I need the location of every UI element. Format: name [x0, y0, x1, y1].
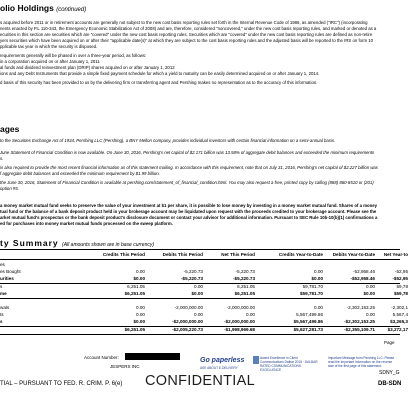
table-cell: 0.00	[246, 312, 255, 317]
table-cell: 0.00	[314, 269, 323, 274]
table-cell: $0.00	[133, 319, 145, 324]
account-number-label: Account Number:	[84, 355, 119, 360]
paragraph-line: requirements generally will be phased in over a three-year period, as follows:	[0, 53, 147, 58]
paragraph-line: d basis of this security has been provided to us by the delivering firm or transferring agent and Pershing makes no representation as to the accuracy of this information.	[0, 80, 318, 85]
table-cell: 0.00	[136, 269, 145, 274]
table-cell: -$1,998,969.68	[224, 327, 255, 332]
message-line: June Statement of Financial Condition is now available. On June 30, 2016, Pershing's net capital of $2.171 billion was 13.58% of aggregate debit balances and exceeded the minimum requirements	[0, 150, 375, 155]
table-cell: 6,251.05	[237, 284, 255, 289]
column-header: Debits Year-to-Date	[332, 252, 375, 257]
table-cell: $0.00	[133, 276, 145, 281]
row-label: wals	[0, 305, 10, 310]
table-cell: 6,251.05	[127, 284, 145, 289]
table-cell: $3,272,17	[387, 327, 408, 332]
table-rule	[0, 259, 400, 260]
summary-title-text: ty Summary	[0, 238, 59, 248]
table-cell: 59,78	[396, 284, 408, 289]
table-cell: -$52,958.46	[350, 276, 375, 281]
table-cell: -$2,302,153.25	[344, 319, 375, 324]
notice-line: arket mutual fund's prospectus or the bank deposit product's disclosure document or contact your advisor for additional information. Pursuant to SEC Rule 10b-10(b)(1) confirmations a	[0, 215, 378, 220]
go-paperless-tagline: ASK ABOUT E-DELIVERY	[200, 366, 238, 370]
row-label: ts	[0, 312, 4, 317]
column-header: Credits This Period	[102, 252, 145, 257]
redacted-account-number	[125, 353, 180, 360]
row-label: s	[0, 284, 3, 289]
notice-line: tual fund or the balance of a bank deposit product held in your brokerage account may be liquidated upon request with the proceeds credited to your brokerage account. Please see the	[0, 209, 377, 214]
table-cell: -2,302,1	[391, 305, 408, 310]
go-paperless-logo: Go paperless	[200, 357, 245, 364]
page-label: Page	[384, 340, 395, 345]
table-cell: 0.00	[366, 284, 375, 289]
table-rule	[0, 298, 400, 299]
section-heading-messages: ages	[0, 124, 20, 134]
table-cell: $0.00	[191, 291, 203, 296]
table-cell: -$5,220.73	[233, 276, 255, 281]
table-cell: $6,251.05	[124, 327, 145, 332]
table-cell: $6,251.05	[124, 291, 145, 296]
table-cell: -2,000,000.00	[174, 305, 203, 310]
table-cell: 0.00	[314, 305, 323, 310]
table-cell: -$2,000,000.00	[224, 319, 255, 324]
table-cell: -$2,000,000.00	[172, 319, 203, 324]
table-cell: 5,567,4	[392, 312, 408, 317]
message-line: f aggregate debit balances and exceeded the minimum requirement by $1.99 billion.	[0, 171, 160, 176]
notice-line: a money market mutual fund seeks to preserve the value of your investment at $1 per share, it is possible to lose money by investing in a money market mutual fund. Shares of a money	[0, 203, 378, 208]
important-message-text: Important Message from Pershing LLC: Please read the Important Information on the reverse side of the first page of this statement.	[328, 356, 395, 368]
table-cell: 0.00	[136, 305, 145, 310]
column-header: Debits This Period	[162, 252, 203, 257]
paragraph-line: s acquired before 2011 or in retirement accounts are generally not subject to the new cost basis reporting rules set forth in the Internal Revenue Code of 1986, as amended ("IRC") (incorporating	[0, 20, 368, 25]
table-cell: -52,958.46	[353, 269, 375, 274]
row-label: urities	[0, 276, 14, 281]
table-cell: -5,220.73	[183, 269, 203, 274]
page-title	[0, 3, 86, 13]
table-cell: -$2,355,109.71	[344, 327, 375, 332]
title-suffix: (continued)	[56, 7, 87, 13]
table-cell: -5,220.73	[235, 269, 255, 274]
message-line: the June 30, 2016, Statement of Financial Condition is available at pershing.com/statement_of_financial_condition.html. You may also request a free, printed copy by calling (888) 860-8510 or (201)	[0, 180, 374, 185]
dalbar-award-text: Award Excellence in Client Communications Dalbar 2015 · DALBAR RATED COMMUNICATIONS EXCELLENCE	[260, 356, 318, 372]
title-text: olio Holdings	[0, 3, 54, 13]
table-cell: 5,567,499.86	[296, 312, 323, 317]
table-cell: -2,302,153.25	[346, 305, 375, 310]
table-cell: $5,627,281.73	[293, 327, 323, 332]
table-cell: -$52,95	[392, 276, 408, 281]
table-cell: 0.00	[366, 312, 375, 317]
paragraph-line: in a corporation acquired on or after January 1, 2011	[0, 59, 100, 64]
column-header: Net Year-to	[383, 252, 408, 257]
message-line: s.	[0, 156, 4, 161]
table-rule	[0, 334, 400, 335]
message-line: option #5.	[0, 186, 19, 191]
confidential-legend: TIAL – PURSUANT TO FED. R. CRIM. P. 6(e)	[0, 381, 123, 387]
table-cell: -$2,005,220.73	[172, 327, 203, 332]
column-header: Credits Year-to-Date	[278, 252, 323, 257]
table-rule	[0, 249, 400, 250]
account-holder: JESPERS INC	[110, 364, 140, 369]
paragraph-line: ecurities in this section are securities which are "covered" under the new cost basis reporting rules. Securities which are "covered" under the new cost basis reporting rules are defined as non-retire	[0, 32, 373, 37]
row-label: s	[0, 319, 3, 324]
table-cell: $5,567,499.86	[293, 319, 323, 324]
column-header: Net This Period	[221, 252, 255, 257]
dalbar-award-icon	[253, 356, 259, 364]
document-code: SDNY_G	[379, 370, 400, 376]
paragraph-line: al funds and dividend reinvestment plan (DRIP) shares acquired on or after January 1, 2012	[0, 65, 175, 70]
table-cell: 59,781.70	[302, 284, 323, 289]
table-cell: $59,78	[393, 291, 408, 296]
notice-line: ed for purchases into money market mutual funds processed on the sweep platform.	[0, 221, 173, 226]
row-label: es Bought	[0, 269, 21, 274]
bates-number: DB-SDN	[378, 381, 402, 387]
table-cell: 0.00	[136, 312, 145, 317]
table-cell: $0.00	[363, 291, 375, 296]
paragraph-line: yers securities which have been acquired on or after their "applicable date(s)" at which they are subject to the cost basis reporting rules and the adjusted basis will be reported to the IRS on form 10	[0, 38, 374, 43]
activity-summary-title	[0, 238, 154, 248]
table-cell: $3,265,3	[390, 319, 408, 324]
table-cell: 0.00	[194, 284, 203, 289]
table-cell: -2,000,000.00	[226, 305, 255, 310]
table-cell: $6,251.05	[234, 291, 255, 296]
paragraph-line: ions and any Debt Instruments that provide a simple fixed payment schedule for which a yield to maturity can be easily determined acquired on or after January 1, 2014.	[0, 71, 320, 76]
message-line: is also required to provide the most recent financial information as of this statement mailing. In accordance with this requirement, note that on July 31, 2016, Pershing's net capital of $2.227 billion was	[0, 165, 378, 170]
message-line: to the Securities Exchange Act of 1934, Pershing LLC (Pershing), a BNY Mellon company, provides individual investors with certain financial information on a semi-annual basis.	[0, 138, 336, 143]
summary-subtitle: (All amounts shown are in base currency)	[62, 242, 155, 248]
confidential-stamp: CONFIDENTIAL	[145, 373, 255, 389]
table-cell: 0.00	[194, 312, 203, 317]
table-cell: $0.00	[311, 276, 323, 281]
table-cell: -$5,220.73	[181, 276, 203, 281]
row-label: es	[0, 262, 5, 267]
table-cell: $59,781.70	[300, 291, 323, 296]
table-cell: -52,95	[394, 269, 408, 274]
paragraph-line: nents enacted by P.L 110-343, the Emergency Economic Stabilization Act of 2008) and are, therefore, considered "noncovered," under the new cost basis reporting rules, and marked or denoted as a	[0, 26, 377, 31]
row-label: me	[0, 291, 7, 296]
paragraph-line: pplicable tax year in which the security is disposed.	[0, 44, 98, 49]
